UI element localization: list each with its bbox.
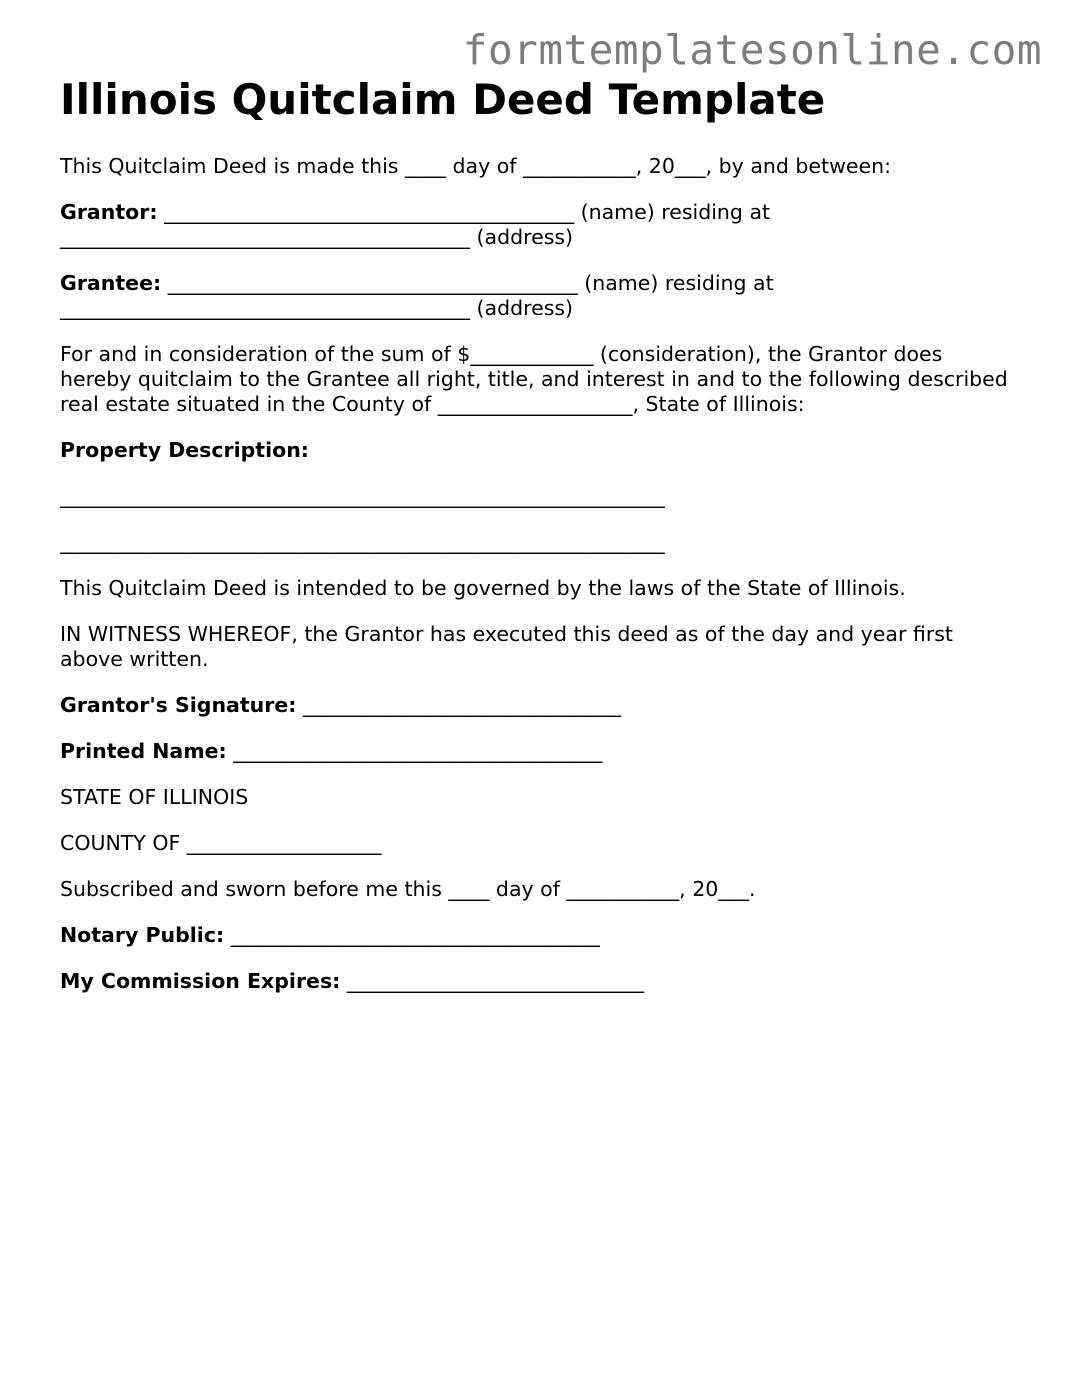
county-row[interactable]: COUNTY OF ___________________ xyxy=(60,831,382,855)
grantee-section xyxy=(60,271,1020,321)
grantor-address-line[interactable]: ________________________________________ (address) xyxy=(60,225,574,249)
property-description-label: Property Description: xyxy=(60,438,309,462)
governing-law-paragraph: This Quitclaim Deed is intended to be governed by the laws of the State of Illinois. xyxy=(60,576,906,600)
grantee-label: Grantee: xyxy=(60,271,162,295)
commission-row xyxy=(60,969,1020,994)
subscribed-paragraph: Subscribed and sworn before me this ____ day of ___________, 20___. xyxy=(60,877,756,901)
grantor-name-line[interactable]: ________________________________________ (name) residing at xyxy=(157,200,771,224)
property-description-line-1[interactable]: ___________________________________________________________ xyxy=(60,484,665,508)
grantor-section xyxy=(60,200,1020,250)
consideration-paragraph: For and in consideration of the sum of $____________ (consideration), the Grantor does hereby quitclaim to the Grantee all right, title, and interest in and to the following described real estate situated in the County of ___________________, State of Illinois: xyxy=(60,342,1008,416)
state-heading: STATE OF ILLINOIS xyxy=(60,785,249,809)
grantee-name-line[interactable]: ________________________________________ (name) residing at xyxy=(161,271,774,295)
notary-label: Notary Public: xyxy=(60,923,225,947)
notary-line[interactable]: ____________________________________ xyxy=(224,923,600,947)
page-title: Illinois Quitclaim Deed Template xyxy=(60,75,826,124)
grantor-signature-line[interactable]: _______________________________ xyxy=(296,693,621,717)
intro-paragraph: This Quitclaim Deed is made this ____ day of ___________, 20___, by and between: xyxy=(60,154,891,178)
grantor-label: Grantor: xyxy=(60,200,158,224)
grantee-address-line[interactable]: ________________________________________ (address) xyxy=(60,296,574,320)
printed-name-line[interactable]: ____________________________________ xyxy=(226,739,603,763)
grantor-signature-row xyxy=(60,693,1020,718)
commission-line[interactable]: _____________________________ xyxy=(340,969,645,993)
grantor-signature-label: Grantor's Signature: xyxy=(60,693,297,717)
printed-name-label: Printed Name: xyxy=(60,739,227,763)
notary-row xyxy=(60,923,1020,948)
deed-body xyxy=(60,154,1020,1015)
printed-name-row xyxy=(60,739,1020,764)
witness-paragraph: IN WITNESS WHEREOF, the Grantor has executed this deed as of the day and year first above written. xyxy=(60,622,953,671)
commission-label: My Commission Expires: xyxy=(60,969,341,993)
property-description-line-2[interactable]: ___________________________________________________________ xyxy=(60,530,665,554)
watermark: formtemplatesonline.com xyxy=(462,26,1042,74)
